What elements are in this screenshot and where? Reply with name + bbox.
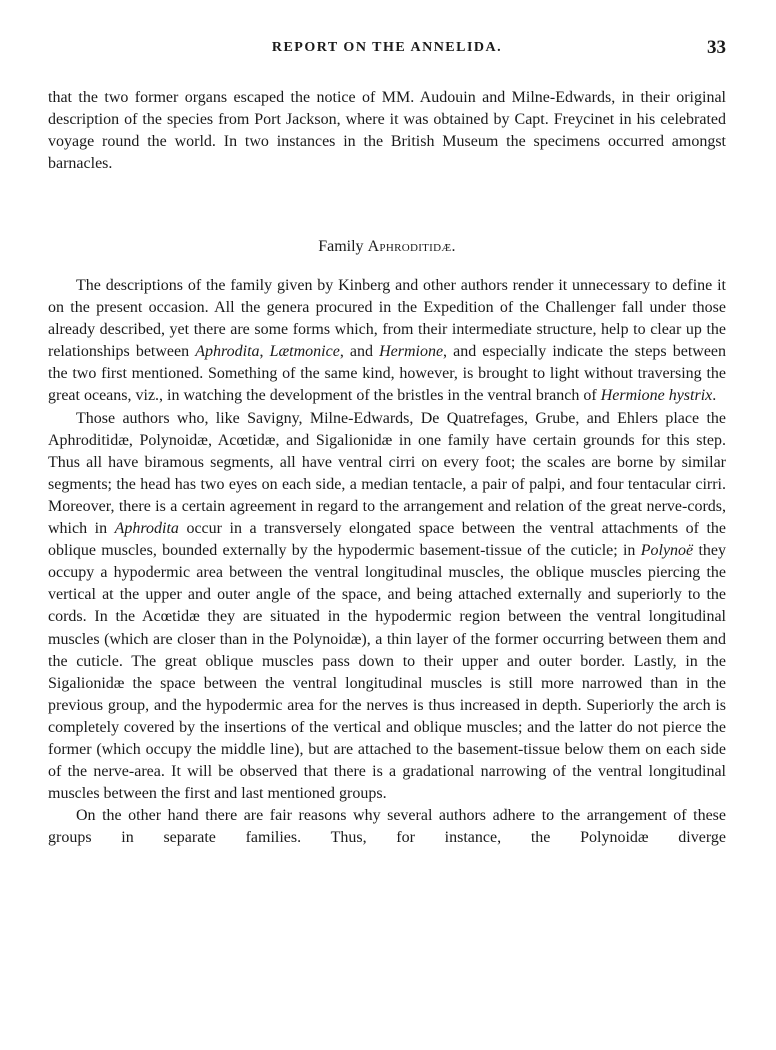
p2-text-1: Those authors who, like Savigny, Milne-Edwards, De Quatrefages, Grube, and Ehlers place the Aphroditidæ, Polynoidæ, Acœtidæ, and Sigalionidæ in one family have certain grounds for this step. Thus all have biramous segments, all have ventral cirri on every foot; the scales are borne by similar segments; the head has two eyes on each side, a median tentacle, a pair of palpi, and four tentacular cirri. Moreover, there is a certain agreement in regard to the arrangement and relation of the great nerve-cords, which in [48, 409, 726, 538]
section-heading-name: Aphroditidæ. [367, 238, 456, 255]
p1-genus-hermione: Hermione [379, 343, 444, 361]
body-text-block [48, 275, 726, 849]
paragraph-1 [48, 275, 726, 408]
p2-genus-polynoe: Polynoë [640, 542, 694, 560]
p1-genus-laetmonice: Lætmonice [269, 343, 340, 361]
p1-end: . [712, 387, 717, 405]
p2-genus-aphrodita: Aphrodita [114, 520, 179, 538]
p1-text-2: , and especially indicate the steps between the two first mentioned. Something of the same kind, however, is brought to light without traversing the great oceans, viz., in watching the development of the bristles in the ventral branch of [48, 343, 727, 405]
p1-sep-2: , and [339, 343, 380, 361]
page-header [48, 37, 726, 66]
section-heading [48, 238, 726, 256]
intro-text-block [48, 87, 726, 175]
running-title: REPORT ON THE ANNELIDA. [271, 40, 503, 55]
p1-genus-aphrodita: Aphrodita [195, 343, 260, 361]
page-number: 33 [707, 37, 726, 58]
p1-species-hermione-hystrix: Hermione hystrix [600, 387, 713, 405]
p1-sep-1: , [259, 343, 270, 361]
p2-text-3: they occupy a hypodermic area between the ventral longitudinal muscles, the oblique muscles piercing the vertical at the upper and outer angle of the space, and being attached externally and superiorly to the cords. In the Acœtidæ they are situated in the hypodermic region between the ventral longitudinal muscles (which are closer than in the Polynoidæ), a thin layer of the former occurring between them and the cuticle. The great oblique muscles pass down to their upper and outer border. Lastly, in the Sigalionidæ the space between the ventral longitudinal muscles is still more narrowed than in the previous group, and the hypodermic area for the nerves is thus increased in depth. Superiorly the arch is completely covered by the insertions of the vertical and oblique muscles; and the latter do not pierce the former (which occupy the middle line), but are attached to the basement-tissue below them on each side of the nerve-area. It will be observed that there is a gradational narrowing of the ventral longitudinal muscles between the first and last mentioned groups. [48, 542, 726, 803]
p2-text-2: occur in a transversely elongated space between the ventral attachments of the oblique muscles, bounded externally by the hypodermic basement-tissue of the cuticle; in [48, 520, 727, 560]
paragraph-2 [48, 408, 726, 806]
p1-text-1: The descriptions of the family given by Kinberg and other authors render it unnecessary to define it on the present occasion. All the genera procured in the Expedition of the Challenger fall under those already described, yet there are some forms which, from their intermediate structure, help to clear up the relationships between [48, 277, 726, 361]
section-heading-prefix: Family [318, 238, 364, 255]
paragraph-3: On the other hand there are fair reasons why several authors adhere to the arrangement of these groups in separate families. Thus, for instance, the Polynoidæ diverge [48, 807, 726, 847]
intro-paragraph: that the two former organs escaped the notice of MM. Audouin and Milne-Edwards, in their original description of the species from Port Jackson, where it was obtained by Capt. Freycinet in his celebrated voyage round the world. In two instances in the British Museum the specimens occurred amongst barnacles. [48, 89, 726, 173]
